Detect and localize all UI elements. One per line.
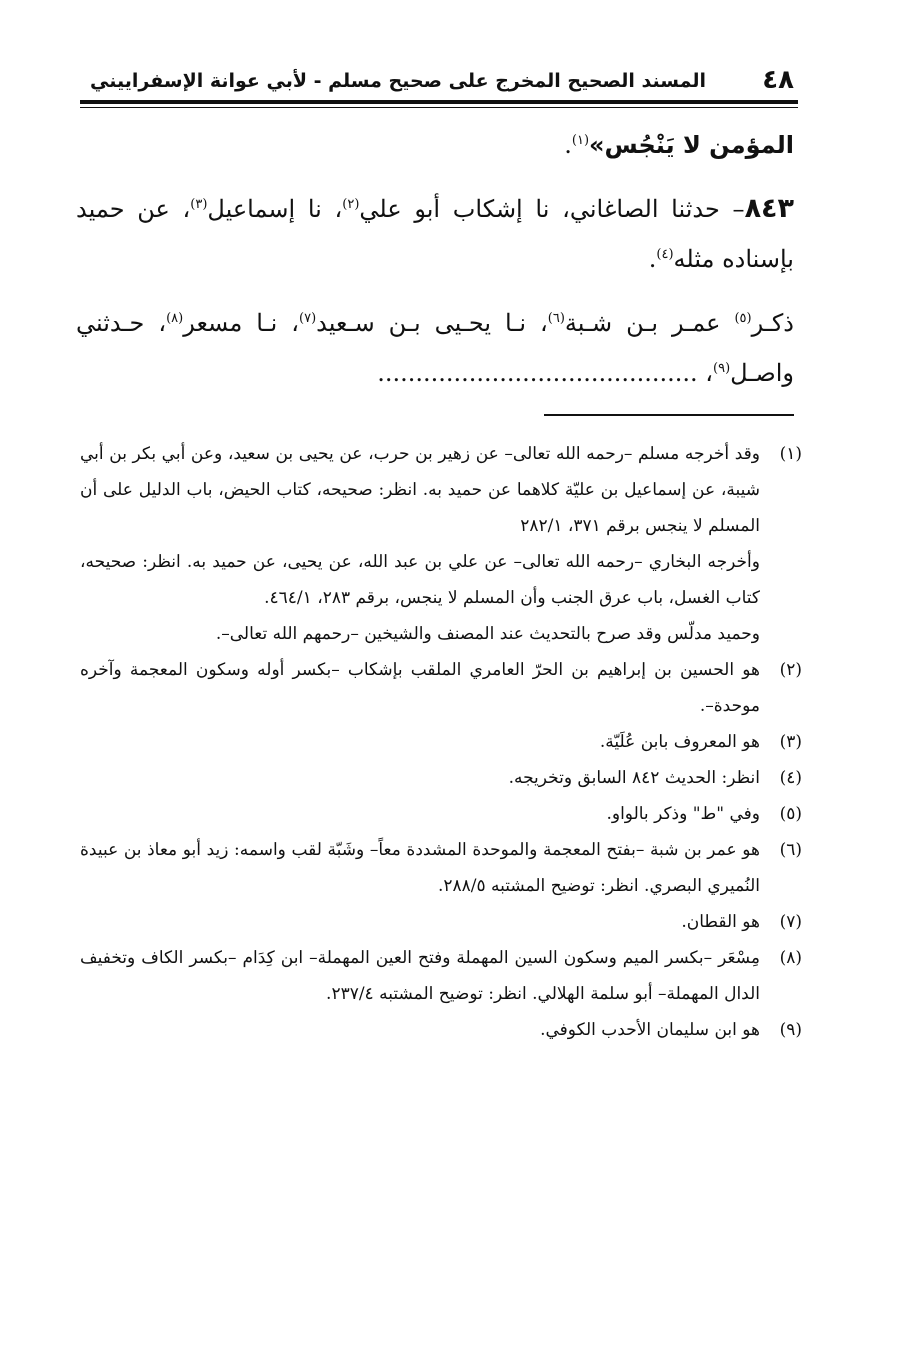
footnote-3 — [80, 724, 802, 760]
footnote-number: (٦) — [779, 840, 802, 860]
footnote-5 — [80, 796, 802, 832]
footnote-ref: (١) — [571, 133, 590, 148]
footnote-text: هو الحسين بن إبراهيم بن الحرّ العامري الملقب بإشكاب –بكسر أوله وسكون المعجمة وآخره موحدة–. — [80, 660, 760, 716]
chain-text: حدثنا الصاغاني، نا إشكاب أبو علي — [359, 195, 720, 223]
footnote-number: (٤) — [779, 768, 802, 788]
spacer — [76, 284, 794, 298]
footnote-text: هو القطان. — [681, 912, 760, 932]
footnote-number: (١) — [779, 444, 802, 464]
footnote-ref: (٢) — [342, 197, 360, 212]
page-number: ٤٨ — [762, 65, 794, 95]
main-line-1 — [76, 120, 794, 170]
footnote-text: مِسْعَر –بكسر الميم وسكون السين المهملة وفتح العين المهملة– ابن كِدَام –بكسر الكاف وتخفيف الدال المهملة– أبو سلمة الهلالي. انظر: توضيح المشتبه ٢٣٧/٤. — [80, 948, 760, 1004]
footnote-text: وقد أخرجه مسلم –رحمه الله تعالى– عن زهير بن حرب، عن يحيى بن سعيد، وعن أبي بكر بن أبي شيبة، عن إسماعيل بن عليّة كلاهما عن حميد به. انظر: صحيحه، كتاب الحيض، باب الدليل على أن المسلم لا ينجس برقم ٣٧١، ٢٨٢/١ — [80, 444, 760, 536]
footnote-number: (٧) — [779, 912, 802, 932]
footnote-9 — [80, 1012, 802, 1048]
hadith-dash: – — [719, 195, 745, 223]
footnote-ref: (٧) — [299, 311, 317, 326]
footnote-text: وأخرجه البخاري –رحمه الله تعالى– عن علي بن عبد الله، عن يحيى، عن حميد به. انظر: صحيحه، كتاب الغسل، باب عرق الجنب وأن المسلم لا ينجس، برقم ٢٨٣، ٤٦٤/١. — [80, 552, 760, 608]
footnote-text: انظر: الحديث ٨٤٢ السابق وتخريجه. — [508, 768, 760, 788]
footnote-number: (٩) — [779, 1020, 802, 1040]
footnote-number: (٥) — [779, 804, 802, 824]
main-text — [76, 120, 794, 398]
spacer — [76, 170, 794, 184]
footnote-divider — [544, 414, 794, 416]
punctuation: . — [648, 245, 657, 273]
footnote-ref: (٨) — [166, 311, 184, 326]
ellipsis: ، .......................................... — [377, 359, 714, 387]
footnote-number: (٢) — [779, 660, 802, 680]
footnote-text: هو المعروف بابن عُلَيّة. — [599, 732, 760, 752]
footnote-2 — [80, 652, 802, 724]
chain-text: ، نـا يحـيى بـن سـعيد — [316, 309, 548, 337]
hadith-paragraph — [76, 184, 794, 284]
chain-text: عمـر بـن شـبة — [564, 309, 735, 337]
chain-text: ، عن حميد بإسناده مثله — [76, 195, 794, 273]
header-rule-thin — [80, 107, 798, 108]
footnote-ref: (٩) — [713, 361, 731, 376]
chain-text: ، نا إسماعيل — [207, 195, 343, 223]
punctuation: . — [564, 131, 572, 159]
footnote-text: هو عمر بن شبة –بفتح المعجمة والموحدة المشددة معاً– وشَبّة لقب واسمه: زيد أبو معاذ بن عبيدة النُميري البصري. انظر: توضيح المشتبه ٢٨٨/٥. — [80, 840, 760, 896]
footnote-ref: (٣) — [190, 197, 208, 212]
chain-paragraph — [76, 298, 794, 398]
footnote-ref: (٥) — [734, 311, 752, 326]
footnote-7 — [80, 904, 802, 940]
footnote-4 — [80, 760, 802, 796]
footnote-number: (٨) — [779, 948, 802, 968]
footnote-8 — [80, 940, 802, 1012]
chain-text: ، حـدثني واصـل — [76, 309, 794, 387]
chain-text: ذكـر — [751, 309, 794, 337]
footnote-ref: (٦) — [547, 311, 565, 326]
footnote-1 — [80, 436, 802, 652]
hadith-number: ٨٤٣ — [744, 193, 795, 224]
header-rule-thick — [80, 100, 798, 104]
footnote-number: (٣) — [779, 732, 802, 752]
quoted-text: المؤمن لا يَنْجُس» — [589, 131, 794, 159]
page-header — [80, 62, 798, 102]
footnote-6 — [80, 832, 802, 904]
footnote-text: هو ابن سليمان الأحدب الكوفي. — [540, 1020, 760, 1040]
footnote-ref: (٤) — [656, 247, 674, 262]
footnotes — [80, 436, 802, 1048]
chain-text: ، نـا مسعر — [183, 309, 300, 337]
footnote-text: وفي "ط" وذكر بالواو. — [606, 804, 760, 824]
footnote-text: وحميد مدلّس وقد صرح بالتحديث عند المصنف والشيخين –رحمهم الله تعالى–. — [215, 624, 760, 644]
running-title: المسند الصحيح المخرج على صحيح مسلم - لأبي عوانة الإسفراييني — [90, 70, 706, 92]
